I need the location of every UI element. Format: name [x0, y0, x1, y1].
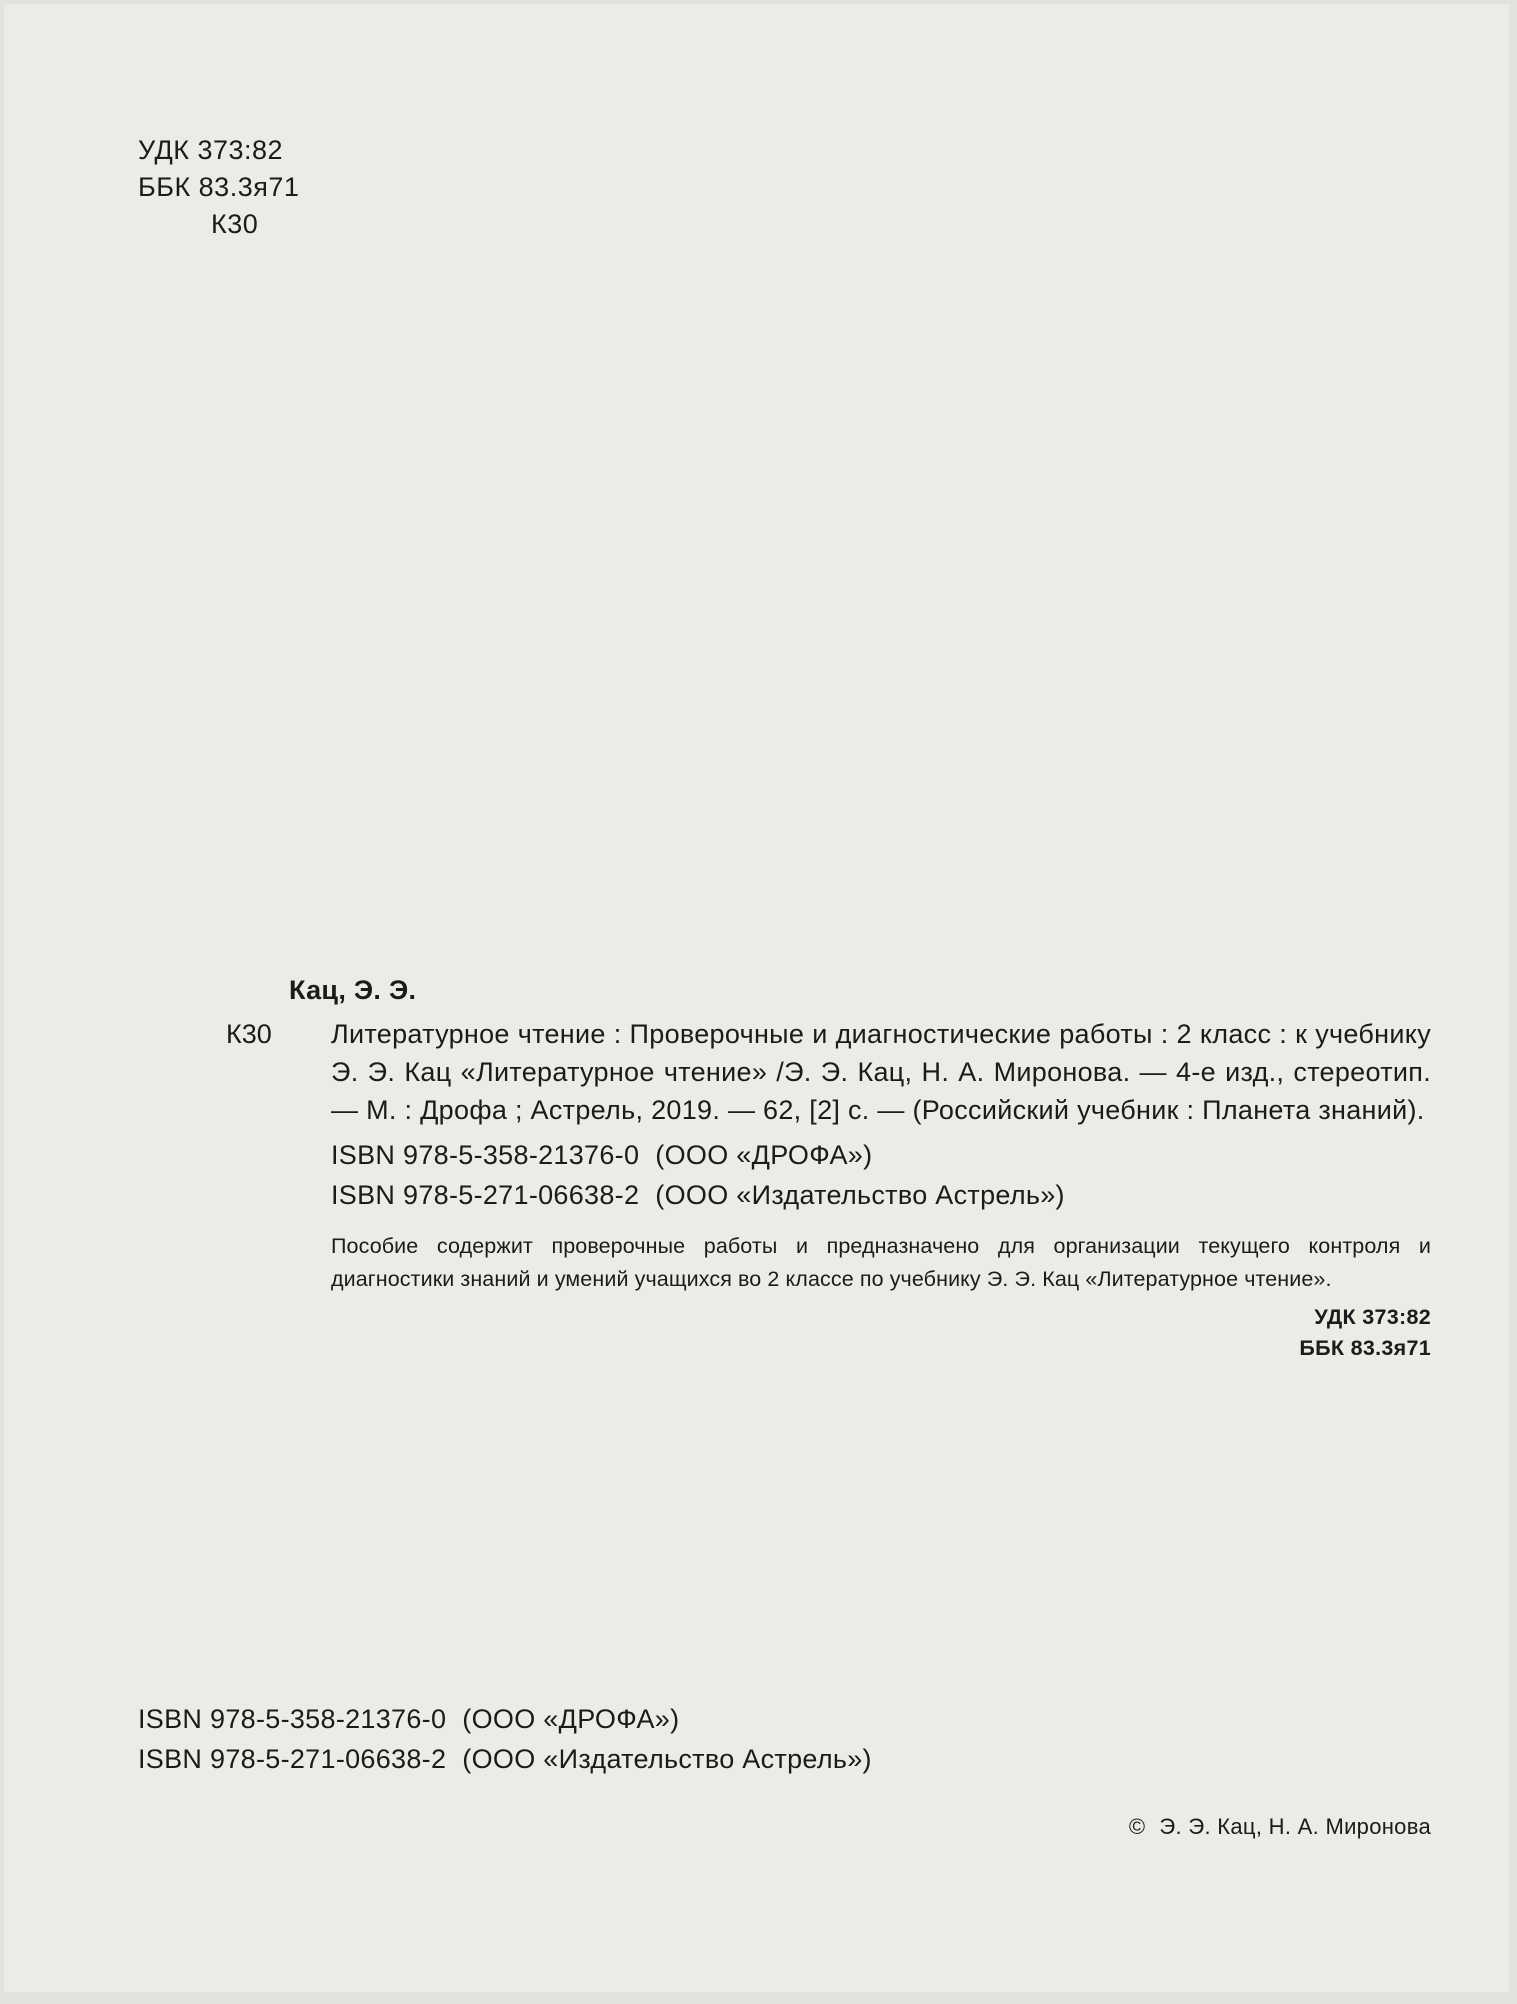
isbn-publisher: (ООО «ДРОФА») [655, 1140, 873, 1170]
isbn-block [138, 1699, 872, 1779]
isbn-publisher: (ООО «Издательство Астрель») [655, 1180, 1065, 1210]
imprint-page [4, 4, 1509, 1992]
catalog-description: Литературное чтение : Проверочные и диагностические работы : 2 класс : к учебнику Э. Э. Кац «Литературное чтение» /Э. Э. Кац, Н. А. Миронова. — 4-е изд., стереотип. — М. : Дрофа ; Астрель, 2019. — 62, [2] с. — (Российский учебник : Планета знаний). [331, 1019, 1431, 1125]
annotation: Пособие содержит проверочные работы и предназначено для организации текущего контроля и диагностики знаний и умений учащихся во 2 классе по учебнику Э. Э. Кац «Литературное чтение». [331, 1234, 1431, 1291]
udk-code: УДК 373:82 [138, 135, 284, 165]
catalog-author-heading: Кац, Э. Э. [289, 975, 417, 1005]
copyright-symbol: © [1128, 1814, 1146, 1839]
catalog-classification [226, 1302, 1431, 1364]
author-mark: К30 [211, 209, 259, 239]
catalog-isbn-list [331, 1135, 1431, 1215]
catalog-udk: УДК 373:82 [1314, 1305, 1431, 1329]
bbk-code: ББК 83.3я71 [138, 172, 300, 202]
isbn-line [138, 1739, 872, 1779]
classification-block [138, 132, 299, 243]
copyright-line [1129, 1814, 1431, 1840]
catalog-isbn-line [331, 1135, 1431, 1175]
catalog-isbn-line [331, 1175, 1431, 1215]
isbn-number: ISBN 978-5-271-06638-2 [331, 1180, 640, 1210]
copyright-holders: Э. Э. Кац, Н. А. Миронова [1159, 1814, 1431, 1839]
isbn-number: ISBN 978-5-358-21376-0 [331, 1140, 640, 1170]
catalog-bbk: ББК 83.3я71 [1299, 1336, 1431, 1360]
isbn-publisher: (ООО «ДРОФА») [462, 1704, 680, 1734]
catalog-body [226, 1015, 1431, 1215]
isbn-line [138, 1699, 872, 1739]
catalog-author-mark: К30 [226, 1019, 272, 1049]
isbn-publisher: (ООО «Издательство Астрель») [462, 1744, 872, 1774]
isbn-number: ISBN 978-5-271-06638-2 [138, 1744, 447, 1774]
isbn-number: ISBN 978-5-358-21376-0 [138, 1704, 447, 1734]
catalog-card [226, 971, 1431, 1364]
